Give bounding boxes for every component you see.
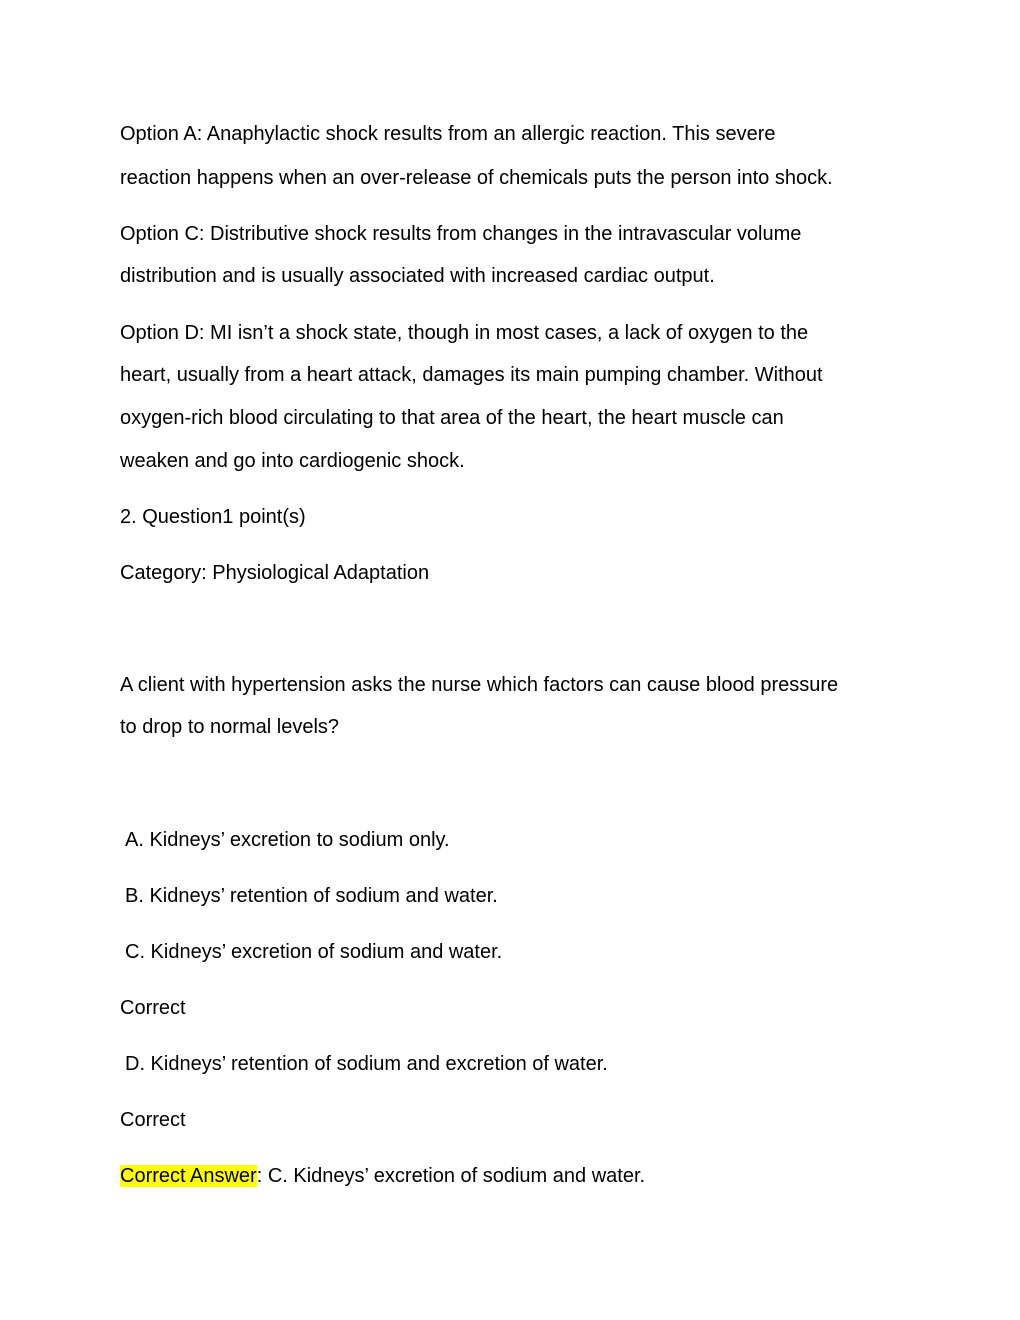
option-a-explanation-line-1: Option A: Anaphylactic shock results from an allergic reaction. This severe <box>120 123 776 145</box>
option-d-explanation-line-1: Option D: MI isn’t a shock state, though in most cases, a lack of oxygen to the <box>120 322 809 344</box>
option-c-explanation-line-2: distribution and is usually associated with increased cardiac output. <box>120 265 715 287</box>
option-a: A. Kidneys’ excretion to sodium only. <box>125 829 450 851</box>
correct-answer <box>120 1163 645 1189</box>
option-c: C. Kidneys’ excretion of sodium and water. <box>125 941 503 963</box>
option-d-explanation-line-3: oxygen-rich blood circulating to that area of the heart, the heart muscle can <box>120 407 784 429</box>
option-a-explanation-line-2: reaction happens when an over-release of chemicals puts the person into shock. <box>120 167 833 189</box>
option-c-feedback: Correct <box>120 997 186 1019</box>
option-c-explanation-line-1: Option C: Distributive shock results from changes in the intravascular volume <box>120 223 802 245</box>
option-d: D. Kidneys’ retention of sodium and excretion of water. <box>125 1053 608 1075</box>
correct-answer-label: Correct Answer <box>120 1165 257 1187</box>
correct-answer-text: : C. Kidneys’ excretion of sodium and water. <box>256 1165 646 1187</box>
option-d-explanation-line-2: heart, usually from a heart attack, damages its main pumping chamber. Without <box>120 364 823 386</box>
question-text-line-2: to drop to normal levels? <box>120 716 340 738</box>
option-d-feedback: Correct <box>120 1109 186 1131</box>
question-header: 2. Question1 point(s) <box>120 506 306 528</box>
option-d-explanation-line-4: weaken and go into cardiogenic shock. <box>120 450 465 472</box>
option-b: B. Kidneys’ retention of sodium and water. <box>125 885 498 907</box>
question-text-line-1: A client with hypertension asks the nurse which factors can cause blood pressure <box>120 674 839 696</box>
question-category: Category: Physiological Adaptation <box>120 562 430 584</box>
document-page <box>120 0 910 1320</box>
